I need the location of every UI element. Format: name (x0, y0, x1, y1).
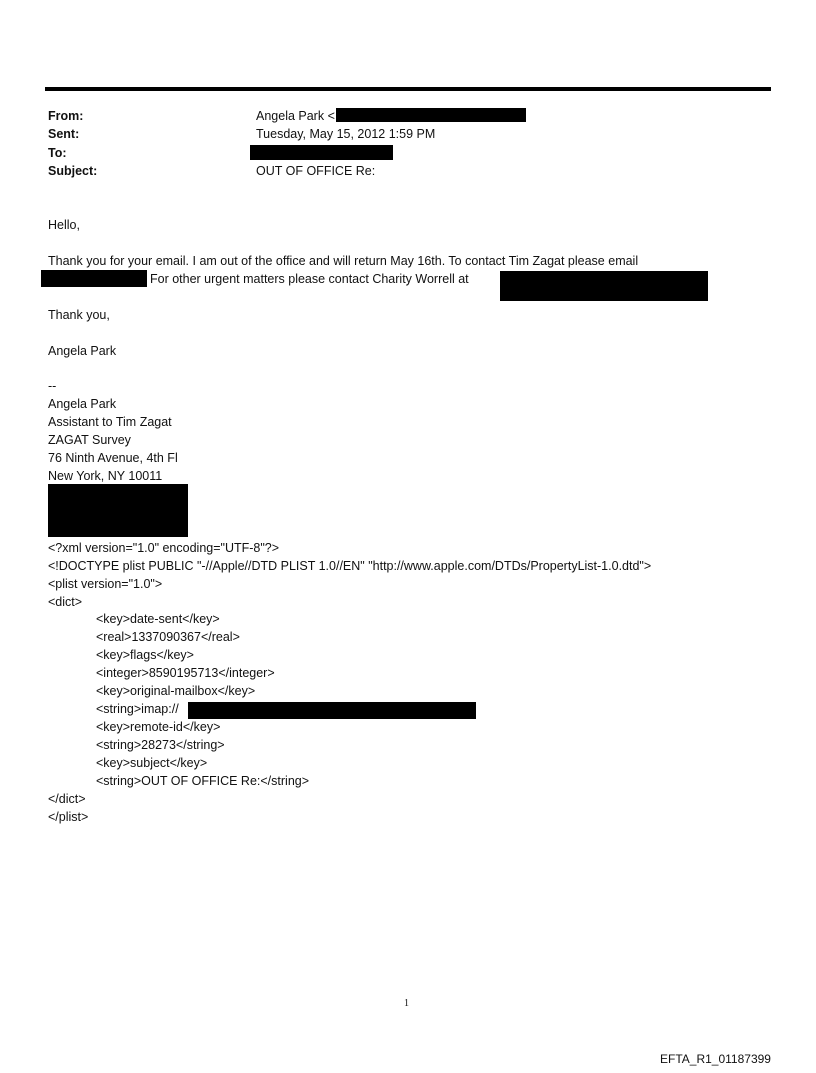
signature-name: Angela Park (48, 397, 117, 411)
xml-dict-open: <dict> (48, 595, 83, 609)
sent-value: Tuesday, May 15, 2012 1:59 PM (256, 127, 436, 141)
subject-label: Subject: (48, 164, 98, 178)
sent-label: Sent: (48, 127, 80, 141)
redaction-email-1 (41, 270, 147, 287)
from-value: Angela Park < (256, 109, 335, 123)
xml-plist-close: </plist> (48, 810, 89, 824)
xml-string-id: <string>28273</string> (96, 738, 225, 752)
xml-doctype: <!DOCTYPE plist PUBLIC "-//Apple//DTD PLIST 1.0//EN" "http://www.apple.com/DTDs/PropertyList-1.0.dtd"> (48, 559, 652, 573)
body-line-1: Thank you for your email. I am out of the office and will return May 16th. To contact Tim Zagat please email (48, 254, 639, 268)
xml-key-mailbox: <key>original-mailbox</key> (96, 684, 256, 698)
xml-key-subject: <key>subject</key> (96, 756, 208, 770)
xml-plist-open: <plist version="1.0"> (48, 577, 163, 591)
closing: Thank you, (48, 308, 110, 322)
xml-real: <real>1337090367</real> (96, 630, 240, 644)
redaction-mailbox (188, 702, 476, 719)
xml-key-remote-id: <key>remote-id</key> (96, 720, 221, 734)
header-rule (45, 87, 771, 91)
to-label: To: (48, 146, 67, 160)
xml-dict-close: </dict> (48, 792, 86, 806)
signature-address-1: 76 Ninth Avenue, 4th Fl (48, 451, 178, 465)
greeting: Hello, (48, 218, 80, 232)
signature-dashes: -- (48, 379, 57, 393)
subject-value: OUT OF OFFICE Re: (256, 164, 376, 178)
signature-company: ZAGAT Survey (48, 433, 131, 447)
redaction-email-2 (500, 271, 708, 301)
redaction-signature-contact (48, 484, 188, 537)
xml-string-imap: <string>imap:// (96, 702, 179, 716)
xml-string-subject: <string>OUT OF OFFICE Re:</string> (96, 774, 310, 788)
body-line-2: For other urgent matters please contact Charity Worrell at (150, 272, 469, 286)
from-label: From: (48, 109, 84, 123)
redaction-to (250, 145, 393, 160)
signature-title: Assistant to Tim Zagat (48, 415, 172, 429)
signature-address-2: New York, NY 10011 (48, 469, 163, 483)
redaction-from-email (336, 108, 526, 122)
xml-integer: <integer>8590195713</integer> (96, 666, 275, 680)
page-number: 1 (404, 998, 409, 1009)
xml-declaration: <?xml version="1.0" encoding="UTF-8"?> (48, 541, 280, 555)
xml-key-flags: <key>flags</key> (96, 648, 194, 662)
xml-key-date-sent: <key>date-sent</key> (96, 612, 220, 626)
closing-name: Angela Park (48, 344, 117, 358)
bates-number: EFTA_R1_01187399 (660, 1052, 771, 1066)
